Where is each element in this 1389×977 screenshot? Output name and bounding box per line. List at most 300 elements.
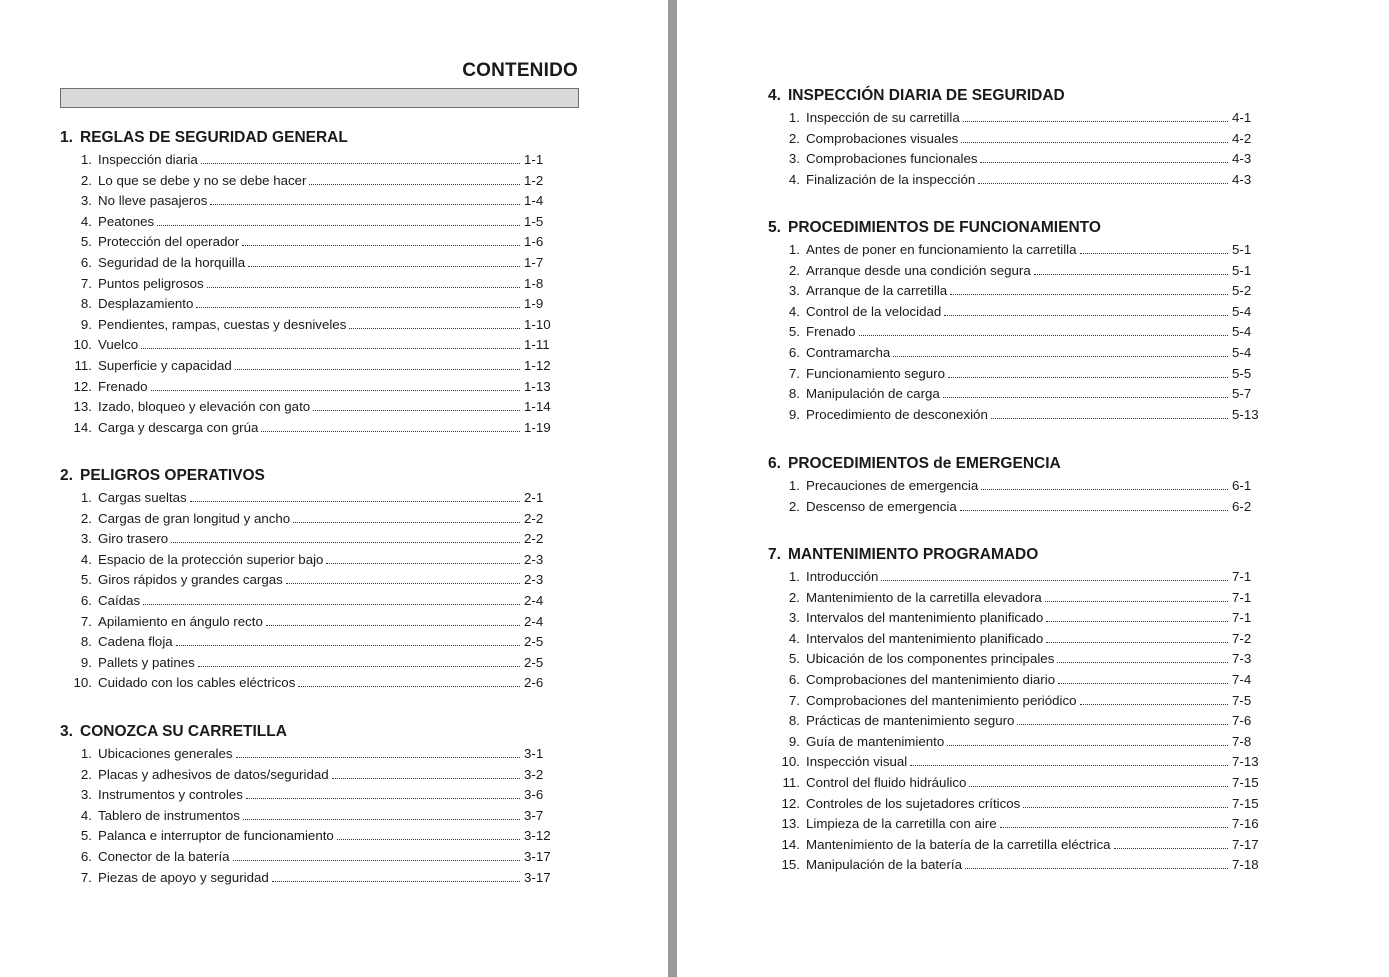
dot-leader: [1114, 847, 1228, 849]
entry-title: Izado, bloqueo y elevación con gato: [98, 399, 311, 415]
toc-entry[interactable]: [60, 397, 560, 418]
section-heading: [60, 466, 560, 486]
dot-leader: [157, 224, 520, 226]
toc-entry[interactable]: [60, 868, 560, 889]
entry-page-number: 7-15: [1232, 774, 1259, 790]
entry-number: 9.: [788, 406, 800, 422]
toc-entry[interactable]: [60, 529, 560, 550]
entry-page-number: 2-3: [524, 551, 544, 567]
entry-number: 3.: [788, 151, 800, 167]
entry-number: 11.: [782, 774, 800, 790]
toc-entry[interactable]: [60, 826, 560, 847]
toc-entry[interactable]: [768, 476, 1268, 497]
entry-number: 2.: [788, 589, 800, 605]
entry-number: 7.: [80, 613, 92, 629]
toc-entry[interactable]: [768, 752, 1268, 773]
dot-leader: [141, 347, 520, 349]
entry-title: Introducción: [806, 569, 879, 584]
entry-page-number: 7-2: [1232, 630, 1252, 646]
section-title: PROCEDIMIENTOS DE FUNCIONAMIENTO: [788, 219, 1101, 236]
entry-number: 7.: [788, 365, 800, 381]
entry-number: 8.: [80, 634, 92, 650]
entry-title: Ubicación de los componentes principales: [806, 651, 1055, 667]
dot-leader: [1080, 703, 1228, 705]
entry-page-number: 2-6: [524, 675, 544, 691]
dot-leader: [1023, 806, 1228, 808]
entry-number: 4.: [788, 171, 800, 187]
section-heading: [768, 545, 1268, 565]
entry-number: 4.: [80, 551, 92, 567]
entry-title: Conector de la batería: [98, 848, 230, 864]
entry-title: Cargas sueltas: [98, 490, 187, 505]
dot-leader: [1017, 723, 1228, 725]
section-heading: [768, 86, 1268, 106]
entry-page-number: 7-16: [1232, 816, 1259, 832]
section-number: 4.: [768, 87, 781, 104]
entry-title: Comprobaciones funcionales: [806, 151, 978, 167]
entry-title: Inspección visual: [806, 754, 908, 770]
toc-section-3: [60, 722, 560, 888]
entry-title: Lo que se debe y no se debe hacer: [98, 172, 307, 188]
entry-number: 5.: [80, 234, 92, 250]
dot-leader: [980, 161, 1228, 163]
toc-entry[interactable]: [60, 570, 560, 591]
toc-entry[interactable]: [768, 364, 1268, 385]
entry-page-number: 1-7: [524, 254, 544, 270]
entry-title: Vuelco: [98, 337, 139, 353]
entry-page-number: 1-13: [524, 378, 551, 394]
toc-entry[interactable]: [768, 814, 1268, 835]
entry-title: Ubicaciones generales: [98, 746, 233, 761]
section-title: CONOZCA SU CARRETILLA: [80, 723, 287, 740]
entry-title: Inspección de su carretilla: [806, 110, 960, 125]
toc-entry[interactable]: [768, 691, 1268, 712]
entry-number: 3.: [788, 283, 800, 299]
toc-entry[interactable]: [60, 335, 560, 356]
entry-page-number: 7-6: [1232, 713, 1252, 729]
dot-leader: [242, 244, 520, 246]
entry-title: Finalización de la inspección: [806, 171, 976, 187]
entry-number: 2.: [788, 130, 800, 146]
entry-number: 4.: [788, 303, 800, 319]
section-number: 1.: [60, 129, 73, 146]
entry-title: Cadena floja: [98, 634, 173, 650]
entry-title: Instrumentos y controles: [98, 787, 243, 803]
dot-leader: [243, 818, 520, 820]
section-heading: [60, 128, 560, 148]
entry-page-number: 2-1: [524, 490, 544, 505]
entry-title: Comprobaciones visuales: [806, 130, 959, 146]
toc-entry[interactable]: [60, 806, 560, 827]
entry-page-number: 3-17: [524, 869, 551, 885]
entry-page-number: 7-17: [1232, 836, 1259, 852]
entry-page-number: 2-4: [524, 613, 544, 629]
entry-page-number: 1-12: [524, 357, 551, 373]
entry-number: 9.: [80, 654, 92, 670]
entry-title: Cargas de gran longitud y ancho: [98, 510, 291, 526]
entry-number: 9.: [80, 316, 92, 332]
toc-entry[interactable]: [60, 171, 560, 192]
entry-page-number: 3-6: [524, 787, 544, 803]
entry-page-number: 5-4: [1232, 344, 1252, 360]
dot-leader: [981, 488, 1228, 490]
section-heading: [60, 722, 560, 742]
toc-entry[interactable]: [60, 294, 560, 315]
entry-page-number: 5-1: [1232, 242, 1252, 257]
entry-number: 11.: [74, 357, 92, 373]
toc-entry[interactable]: [768, 302, 1268, 323]
entry-page-number: 1-1: [524, 152, 544, 167]
toc-entry[interactable]: [768, 281, 1268, 302]
entry-number: 12.: [73, 378, 92, 394]
toc-entry[interactable]: [60, 632, 560, 653]
entry-page-number: 2-2: [524, 531, 544, 547]
dot-leader: [978, 182, 1228, 184]
toc-entry[interactable]: [768, 794, 1268, 815]
entry-page-number: 1-4: [524, 193, 544, 209]
dot-leader: [326, 562, 520, 564]
entry-title: Pallets y patines: [98, 654, 195, 670]
entry-page-number: 2-5: [524, 634, 544, 650]
toc-entry[interactable]: [60, 591, 560, 612]
toc-section-5: [768, 218, 1268, 425]
entry-page-number: 7-3: [1232, 651, 1252, 667]
dot-leader: [313, 409, 520, 411]
entry-page-number: 4-2: [1232, 130, 1252, 146]
toc-section-2: [60, 466, 560, 694]
entry-page-number: 1-5: [524, 213, 544, 229]
dot-leader: [1057, 661, 1228, 663]
toc-entry[interactable]: [60, 653, 560, 674]
entry-page-number: 6-2: [1232, 498, 1252, 514]
entry-page-number: 2-4: [524, 592, 544, 608]
toc-entry[interactable]: [768, 835, 1268, 856]
entry-page-number: 7-18: [1232, 857, 1259, 873]
entry-page-number: 4-3: [1232, 151, 1252, 167]
entry-title: Apilamiento en ángulo recto: [98, 613, 263, 629]
dot-leader: [910, 764, 1228, 766]
dot-leader: [248, 265, 520, 267]
entry-title: Prácticas de mantenimiento seguro: [806, 713, 1015, 729]
entry-title: Mantenimiento de la batería de la carretilla eléctrica: [806, 836, 1111, 852]
section-heading: [768, 454, 1268, 474]
toc-entry[interactable]: [768, 149, 1268, 170]
page-title: CONTENIDO: [462, 60, 578, 81]
entry-number: 4.: [788, 630, 800, 646]
toc-entry[interactable]: [60, 550, 560, 571]
toc-entry[interactable]: [60, 765, 560, 786]
entry-page-number: 5-7: [1232, 386, 1252, 402]
entry-title: Tablero de instrumentos: [98, 807, 240, 823]
dot-leader: [943, 396, 1228, 398]
entry-number: 6.: [788, 671, 800, 687]
entry-number: 3.: [788, 610, 800, 626]
dot-leader: [201, 162, 520, 164]
entry-title: Guía de mantenimiento: [806, 733, 945, 749]
entry-number: 1.: [80, 490, 92, 505]
entry-title: Precauciones de emergencia: [806, 478, 979, 493]
entry-title: Intervalos del mantenimiento planificado: [806, 610, 1044, 626]
entry-number: 2.: [80, 172, 92, 188]
section-title: PROCEDIMIENTOS de EMERGENCIA: [788, 455, 1061, 472]
toc-entry[interactable]: [768, 261, 1268, 282]
toc-entry[interactable]: [768, 240, 1268, 261]
entry-title: Superficie y capacidad: [98, 357, 232, 373]
dot-leader: [947, 744, 1228, 746]
entry-number: 6.: [788, 344, 800, 360]
dot-leader: [991, 417, 1228, 419]
entry-page-number: 5-5: [1232, 365, 1252, 381]
dot-leader: [143, 603, 520, 605]
toc-entry[interactable]: [768, 670, 1268, 691]
entry-title: Frenado: [98, 378, 148, 394]
toc-entry[interactable]: [768, 497, 1268, 518]
toc-entry[interactable]: [60, 488, 560, 509]
entry-title: Mantenimiento de la carretilla elevadora: [806, 589, 1042, 605]
entry-number: 5.: [788, 324, 800, 340]
entry-title: Carga y descarga con grúa: [98, 419, 259, 435]
entry-title: Peatones: [98, 213, 155, 229]
toc-entry[interactable]: [768, 129, 1268, 150]
toc-entry[interactable]: [768, 649, 1268, 670]
entry-number: 4.: [80, 213, 92, 229]
entry-title: Puntos peligrosos: [98, 275, 204, 291]
entry-title: Arranque desde una condición segura: [806, 262, 1031, 278]
toc-entry[interactable]: [60, 232, 560, 253]
toc-entry[interactable]: [60, 274, 560, 295]
entry-title: Contramarcha: [806, 344, 891, 360]
entry-number: 6.: [80, 254, 92, 270]
entry-page-number: 3-17: [524, 848, 551, 864]
entry-number: 1.: [80, 152, 92, 167]
entry-title: Comprobaciones del mantenimiento periódico: [806, 692, 1077, 708]
dot-leader: [210, 203, 520, 205]
dot-leader: [944, 314, 1228, 316]
dot-leader: [969, 785, 1228, 787]
entry-number: 4.: [80, 807, 92, 823]
entry-title: Frenado: [806, 324, 856, 340]
entry-title: Intervalos del mantenimiento planificado: [806, 630, 1044, 646]
dot-leader: [298, 685, 520, 687]
entry-number: 13.: [781, 816, 800, 832]
entry-title: Comprobaciones del mantenimiento diario: [806, 671, 1056, 687]
entry-page-number: 7-13: [1232, 754, 1259, 770]
toc-entry[interactable]: [768, 711, 1268, 732]
entry-page-number: 6-1: [1232, 478, 1252, 493]
dot-leader: [859, 334, 1228, 336]
toc-entry[interactable]: [768, 405, 1268, 426]
entry-number: 2.: [788, 498, 800, 514]
entry-page-number: 3-12: [524, 828, 551, 844]
entry-title: Descenso de emergencia: [806, 498, 957, 514]
entry-page-number: 5-13: [1232, 406, 1259, 422]
toc-entry[interactable]: [60, 785, 560, 806]
toc-entry[interactable]: [768, 629, 1268, 650]
entry-page-number: 7-15: [1232, 795, 1259, 811]
entry-title: Cuidado con los cables eléctricos: [98, 675, 296, 691]
dot-leader: [176, 644, 520, 646]
entry-page-number: 1-10: [524, 316, 551, 332]
dot-leader: [1034, 273, 1228, 275]
section-title: MANTENIMIENTO PROGRAMADO: [788, 546, 1039, 563]
section-title: REGLAS DE SEGURIDAD GENERAL: [80, 129, 348, 146]
entry-page-number: 7-1: [1232, 610, 1252, 626]
section-title: PELIGROS OPERATIVOS: [80, 467, 265, 484]
toc-section-1: [60, 128, 560, 438]
entry-number: 3.: [80, 787, 92, 803]
entry-number: 7.: [788, 692, 800, 708]
entry-number: 5.: [80, 572, 92, 588]
toc-entry[interactable]: [60, 315, 560, 336]
toc-section-4: [768, 86, 1268, 190]
entry-number: 6.: [80, 848, 92, 864]
toc-entry[interactable]: [60, 377, 560, 398]
dot-leader: [349, 327, 520, 329]
toc-entry[interactable]: [60, 847, 560, 868]
section-number: 2.: [60, 467, 73, 484]
entry-page-number: 7-1: [1232, 589, 1252, 605]
dot-leader: [171, 541, 520, 543]
entry-title: Antes de poner en funcionamiento la carretilla: [806, 242, 1077, 257]
toc-entry[interactable]: [768, 384, 1268, 405]
dot-leader: [965, 867, 1228, 869]
dot-leader: [963, 120, 1228, 122]
entry-title: Control de la velocidad: [806, 303, 942, 319]
entry-number: 9.: [788, 733, 800, 749]
entry-title: Seguridad de la horquilla: [98, 254, 246, 270]
dot-leader: [190, 500, 520, 502]
entry-number: 1.: [788, 478, 800, 493]
dot-leader: [236, 756, 520, 758]
entry-number: 2.: [788, 262, 800, 278]
dot-leader: [337, 838, 520, 840]
dot-leader: [1046, 620, 1228, 622]
dot-leader: [1046, 641, 1228, 643]
dot-leader: [1045, 600, 1228, 602]
entry-title: Funcionamiento seguro: [806, 365, 945, 381]
toc-entry[interactable]: [60, 191, 560, 212]
entry-number: 12.: [781, 795, 800, 811]
entry-page-number: 1-11: [524, 337, 550, 353]
entry-title: Limpieza de la carretilla con aire: [806, 816, 997, 832]
entry-title: Controles de los sujetadores críticos: [806, 795, 1021, 811]
page-divider: [668, 0, 677, 977]
toc-entry[interactable]: [60, 150, 560, 171]
entry-page-number: 3-2: [524, 766, 544, 782]
entry-title: Pendientes, rampas, cuestas y desniveles: [98, 316, 347, 332]
section-number: 6.: [768, 455, 781, 472]
toc-entry[interactable]: [60, 212, 560, 233]
toc-entry[interactable]: [768, 343, 1268, 364]
dot-leader: [948, 376, 1228, 378]
toc-entry[interactable]: [60, 673, 560, 694]
toc-entry[interactable]: [768, 773, 1268, 794]
toc-entry[interactable]: [60, 253, 560, 274]
entry-title: Control del fluido hidráulico: [806, 774, 967, 790]
entry-page-number: 7-4: [1232, 671, 1252, 687]
entry-page-number: 5-4: [1232, 303, 1252, 319]
entry-number: 8.: [788, 386, 800, 402]
toc-entry[interactable]: [768, 322, 1268, 343]
entry-number: 14.: [73, 419, 92, 435]
entry-number: 5.: [788, 651, 800, 667]
section-title: INSPECCIÓN DIARIA DE SEGURIDAD: [788, 87, 1065, 104]
dot-leader: [961, 141, 1228, 143]
dot-leader: [198, 665, 520, 667]
dot-leader: [286, 582, 520, 584]
entry-title: Manipulación de la batería: [806, 857, 962, 873]
section-number: 5.: [768, 219, 781, 236]
entry-title: Protección del operador: [98, 234, 240, 250]
toc-entry[interactable]: [768, 588, 1268, 609]
toc-entry[interactable]: [768, 170, 1268, 191]
entry-number: 13.: [73, 399, 92, 415]
entry-number: 8.: [80, 296, 92, 312]
dot-leader: [293, 521, 520, 523]
entry-page-number: 2-5: [524, 654, 544, 670]
entry-number: 15.: [781, 857, 800, 873]
toc-entry[interactable]: [768, 855, 1268, 876]
entry-title: Giro trasero: [98, 531, 169, 547]
dot-leader: [950, 293, 1228, 295]
entry-title: Arranque de la carretilla: [806, 283, 948, 299]
entry-title: Desplazamiento: [98, 296, 194, 312]
entry-number: 7.: [80, 869, 92, 885]
entry-number: 10.: [73, 337, 92, 353]
dot-leader: [272, 880, 520, 882]
entry-title: Procedimiento de desconexión: [806, 406, 988, 422]
toc-entry[interactable]: [768, 567, 1268, 588]
dot-leader: [266, 624, 520, 626]
toc-entry[interactable]: [60, 612, 560, 633]
entry-number: 10.: [73, 675, 92, 691]
toc-entry[interactable]: [60, 356, 560, 377]
toc-entry[interactable]: [768, 608, 1268, 629]
section-heading: [768, 218, 1268, 238]
toc-entry[interactable]: [60, 744, 560, 765]
entry-page-number: 1-6: [524, 234, 544, 250]
toc-entry[interactable]: [768, 108, 1268, 129]
toc-entry[interactable]: [60, 509, 560, 530]
entry-number: 5.: [80, 828, 92, 844]
dot-leader: [235, 368, 520, 370]
entry-page-number: 4-3: [1232, 171, 1252, 187]
entry-page-number: 1-2: [524, 172, 544, 188]
entry-title: No lleve pasajeros: [98, 193, 208, 209]
entry-page-number: 5-4: [1232, 324, 1252, 340]
entry-number: 2.: [80, 766, 92, 782]
entry-title: Inspección diaria: [98, 152, 198, 167]
entry-page-number: 1-9: [524, 296, 544, 312]
dot-leader: [151, 389, 520, 391]
toc-entry[interactable]: [60, 418, 560, 439]
dot-leader: [233, 859, 520, 861]
entry-title: Giros rápidos y grandes cargas: [98, 572, 283, 588]
toc-entry[interactable]: [768, 732, 1268, 753]
entry-page-number: 5-1: [1232, 262, 1252, 278]
dot-leader: [893, 355, 1228, 357]
entry-number: 3.: [80, 531, 92, 547]
dot-leader: [246, 797, 520, 799]
title-rule-bar: [60, 88, 579, 108]
entry-page-number: 3-7: [524, 807, 544, 823]
dot-leader: [207, 286, 520, 288]
entry-number: 1.: [788, 569, 800, 584]
entry-page-number: 7-8: [1232, 733, 1252, 749]
entry-page-number: 1-19: [524, 419, 551, 435]
dot-leader: [881, 579, 1228, 581]
entry-title: Caídas: [98, 592, 141, 608]
